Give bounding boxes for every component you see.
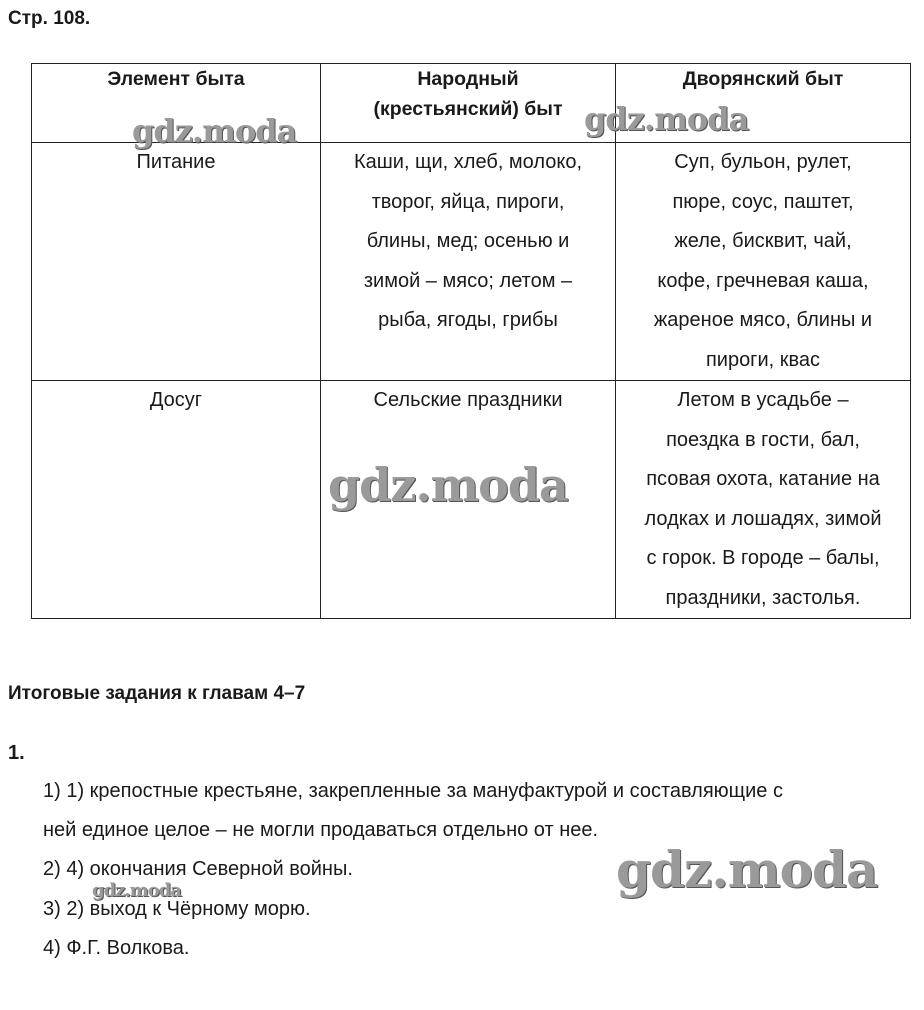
cell-peasant bbox=[321, 143, 616, 381]
header-text: Дворянский быт bbox=[682, 68, 844, 90]
cell-line: блины, мед; осенью и bbox=[366, 230, 570, 252]
cell-peasant bbox=[321, 381, 616, 619]
cell-line: жареное мясо, блины и bbox=[653, 309, 873, 331]
page-label: Стр. 108. bbox=[8, 8, 91, 29]
table-row bbox=[32, 381, 911, 619]
cell-line: псовая охота, катание на bbox=[646, 468, 880, 490]
cell-line: Каши, щи, хлеб, молоко, bbox=[353, 151, 583, 173]
cell-line: кофе, гречневая каша, bbox=[657, 269, 869, 292]
cell-line: рыба, ягоды, грибы bbox=[378, 309, 558, 331]
cell-element bbox=[32, 381, 321, 619]
header-text: Элемент быта bbox=[107, 68, 245, 90]
watermark-logo: gdz.moda bbox=[92, 880, 181, 901]
watermark-logo: gdz.moda bbox=[616, 840, 878, 899]
header-text: Народный bbox=[417, 68, 519, 90]
answer-line: 2) 4) окончания Северной войны. bbox=[43, 858, 353, 880]
cell-line: Суп, бульон, рулет, bbox=[674, 151, 852, 173]
cell-noble bbox=[616, 381, 911, 619]
header-peasant bbox=[321, 64, 616, 143]
comparison-table bbox=[31, 63, 911, 619]
cell-line: праздники, застолья. bbox=[665, 586, 861, 609]
cell-line: лодках и лошадях, зимой bbox=[644, 507, 882, 530]
table-header-row bbox=[32, 64, 911, 143]
cell-line: Питание bbox=[136, 151, 216, 173]
task-number: 1. bbox=[8, 742, 25, 764]
section-title: Итоговые задания к главам 4–7 bbox=[8, 683, 306, 704]
header-noble bbox=[616, 64, 911, 143]
table-row bbox=[32, 143, 911, 381]
answer-line: ней единое целое – не могли продаваться отдельно от нее. bbox=[43, 819, 599, 841]
cell-line: желе, бисквит, чай, bbox=[674, 230, 852, 252]
cell-element bbox=[32, 143, 321, 381]
cell-line: Летом в усадьбе – bbox=[677, 389, 849, 411]
answer-line: 1) 1) крепостные крестьяне, закрепленные за мануфактурой и составляющие с bbox=[43, 780, 783, 802]
cell-line: поездка в гости, бал, bbox=[666, 428, 860, 451]
watermark-logo: gdz.moda bbox=[132, 112, 297, 150]
cell-line: Досуг bbox=[149, 389, 203, 411]
cell-line: пюре, соус, паштет, bbox=[672, 190, 854, 213]
watermark-logo: gdz.moda bbox=[584, 100, 749, 138]
watermark-logo: gdz.moda bbox=[328, 458, 568, 512]
cell-line: творог, яйца, пироги, bbox=[371, 190, 565, 213]
cell-noble bbox=[616, 143, 911, 381]
answer-line: 4) Ф.Г. Волкова. bbox=[43, 937, 190, 959]
header-text: (крестьянский) быт bbox=[373, 98, 563, 120]
cell-line: с горок. В городе – балы, bbox=[646, 547, 880, 569]
cell-line: зимой – мясо; летом – bbox=[363, 269, 573, 292]
header-element bbox=[32, 64, 321, 143]
cell-line: Сельские праздники bbox=[373, 389, 563, 411]
answer-line: 3) 2) выход к Чёрному морю. bbox=[43, 898, 311, 920]
cell-line: пироги, квас bbox=[705, 348, 821, 371]
